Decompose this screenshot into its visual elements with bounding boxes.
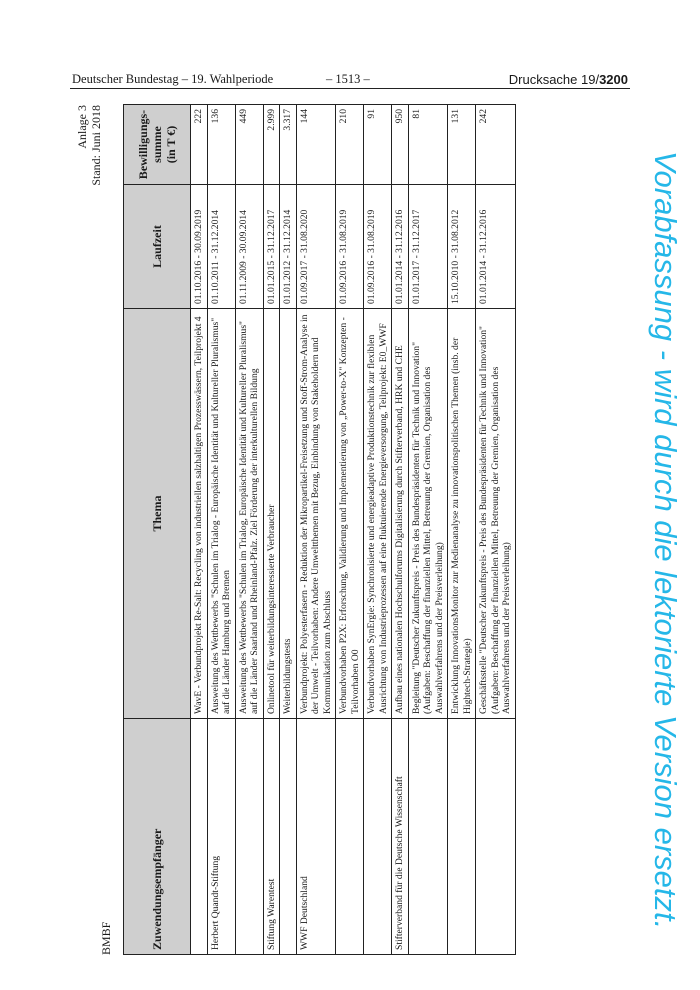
cell-period: 01.01.2017 - 31.12.2017	[408, 185, 448, 309]
header-recipient: Zuwendungsempfänger	[124, 719, 191, 955]
annex-info	[75, 105, 103, 186]
table-row	[280, 105, 297, 955]
cell-recipient	[448, 719, 476, 955]
header-amount-line2: summe	[150, 126, 164, 163]
cell-topic: Onlinetool für weiterbildungsinteressierte Verbraucher	[263, 309, 280, 719]
header-rule	[70, 88, 630, 89]
table-row	[392, 105, 409, 955]
cell-recipient: WWF Deutschland	[296, 719, 336, 955]
rotated-content	[75, 105, 625, 955]
cell-topic: Verbundvorhaben SynErgie: Synchronisierte und energieadaptive Produktionstechnik zur flexiblen Ausrichtung von Industrieprozessen auf eine fluktuierende Energieversorgung, Teilprojekt: E0_WWF	[364, 309, 392, 719]
cell-amount: 449	[235, 105, 263, 185]
cell-period: 01.10.2016 - 30.09.2019	[191, 185, 208, 309]
table-row	[408, 105, 448, 955]
cell-recipient	[408, 719, 448, 955]
cell-topic: Ausweitung des Wettbewerbs "Schulen im Trialog, Europäische Identität und Kultureller Pluralismus" auf die Länder Saarland und Rheinland-Pfalz. Ziel Förderung der interkulturellen Bildung	[235, 309, 263, 719]
annex-label: Anlage 3	[75, 105, 89, 149]
cell-period: 01.01.2014 - 31.12.2016	[392, 185, 409, 309]
table-row	[296, 105, 336, 955]
table-caption-row	[75, 105, 123, 955]
cell-period: 01.11.2009 - 30.09.2014	[235, 185, 263, 309]
cell-recipient: Stifterverband für die Deutsche Wissenschaft	[392, 719, 409, 955]
cell-amount: 950	[392, 105, 409, 185]
table-header-row	[124, 105, 191, 955]
header-period: Laufzeit	[124, 185, 191, 309]
header-topic: Thema	[124, 309, 191, 719]
cell-topic: Geschäftsstelle "Deutscher Zukunftspreis - Preis des Bundespräsidenten für Technik und Innovation" (Aufgaben: Beschaffung der finanziellen Mittel, Betreuung der Gremien, Organisation des Auswahlverfahrens und der Preisverleihung)	[476, 309, 516, 719]
cell-recipient: Stiftung Warentest	[263, 719, 280, 955]
table-row	[235, 105, 263, 955]
cell-recipient	[336, 719, 364, 955]
cell-period: 01.10.2011 - 31.12.2014	[207, 185, 235, 309]
cell-topic: Verbundvorhaben P2X: Erforschung, Validierung und Implementierung von „Power-to-X" Konzepten - Teilvorhaben O0	[336, 309, 364, 719]
cell-period: 01.09.2016 - 31.08.2019	[336, 185, 364, 309]
cell-topic: Weiterbildungstests	[280, 309, 297, 719]
table-row	[263, 105, 280, 955]
table-row	[191, 105, 208, 955]
cell-recipient: Herbert Quandt-Stiftung	[207, 719, 235, 955]
cell-period: 15.10.2010 - 31.08.2012	[448, 185, 476, 309]
cell-recipient	[191, 719, 208, 955]
cell-topic: Entwicklung InnovationsMonitor zur Medienanalyse zu innovationspolitischen Themen (insb. der Hightech-Strategie)	[448, 309, 476, 719]
page-number: – 1513 –	[326, 72, 370, 86]
cell-period: 01.01.2012 - 31.12.2014	[280, 185, 297, 309]
header-amount-line3: (in T €)	[164, 125, 178, 164]
cell-topic: Aufbau eines nationalen Hochschulforums Digitalisierung durch Stifterverband, HRK und CHE	[392, 309, 409, 719]
cell-period: 01.09.2016 - 31.08.2019	[364, 185, 392, 309]
table-row	[207, 105, 235, 955]
cell-amount: 2.999	[263, 105, 280, 185]
cell-recipient	[476, 719, 516, 955]
cell-amount: 3.317	[280, 105, 297, 185]
ministry-label: BMBF	[99, 921, 113, 955]
cell-topic: Verbundprojekt: Polyesterfasern - Reduktion der Mikropartikel-Freisetzung und Stoff-Strom-Analyse in der Umwelt - Teilvorhaben: Andere Umweltthemen mit Bezug, Einbindung von Stakeholdern und Kommunikation zum Abschluss	[296, 309, 336, 719]
table-row	[476, 105, 516, 955]
cell-recipient	[364, 719, 392, 955]
document-number-value: 3200	[599, 72, 628, 87]
cell-amount: 222	[191, 105, 208, 185]
cell-amount: 81	[408, 105, 448, 185]
cell-amount: 131	[448, 105, 476, 185]
document-number-prefix: Drucksache 19/	[508, 72, 600, 87]
cell-amount: 136	[207, 105, 235, 185]
funding-table	[123, 104, 516, 955]
cell-amount: 144	[296, 105, 336, 185]
cell-topic: Begleitung "Deutscher Zukunftspreis - Preis des Bundespräsidenten für Technik und Innovation" (Aufgaben: Beschaffung der finanziellen Mittel, Betreuung der Gremien, Organisation des Auswahlverfahrens und der Preisverleihung)	[408, 309, 448, 719]
document-number	[509, 72, 628, 87]
cell-amount: 242	[476, 105, 516, 185]
cell-amount: 210	[336, 105, 364, 185]
cell-amount: 91	[364, 105, 392, 185]
header-amount	[124, 105, 191, 185]
cell-period: 01.09.2017 - 31.08.2020	[296, 185, 336, 309]
table-row	[448, 105, 476, 955]
table-row	[336, 105, 364, 955]
draft-watermark: Vorabfassung - wird durch die lektorierte Version ersetzt.	[648, 150, 683, 930]
cell-topic: Ausweitung des Wettbewerbs "Schulen im Trialog - Europäische Identität und Kultureller Pluralismus" auf die Länder Hamburg und Bremen	[207, 309, 235, 719]
cell-recipient	[235, 719, 263, 955]
cell-recipient	[280, 719, 297, 955]
table-row	[364, 105, 392, 955]
cell-period: 01.01.2014 - 31.12.2016	[476, 185, 516, 309]
cell-period: 01.01.2015 - 31.12.2017	[263, 185, 280, 309]
cell-topic: WavE - Verbundprojekt Re-Salt: Recycling von industriellen salzhaltigen Prozesswässern, Teilprojekt 4	[191, 309, 208, 719]
header-amount-line1: Bewilligungs-	[136, 109, 150, 180]
status-label: Stand: Juni 2018	[89, 105, 103, 186]
header-left: Deutscher Bundestag – 19. Wahlperiode	[72, 72, 274, 86]
